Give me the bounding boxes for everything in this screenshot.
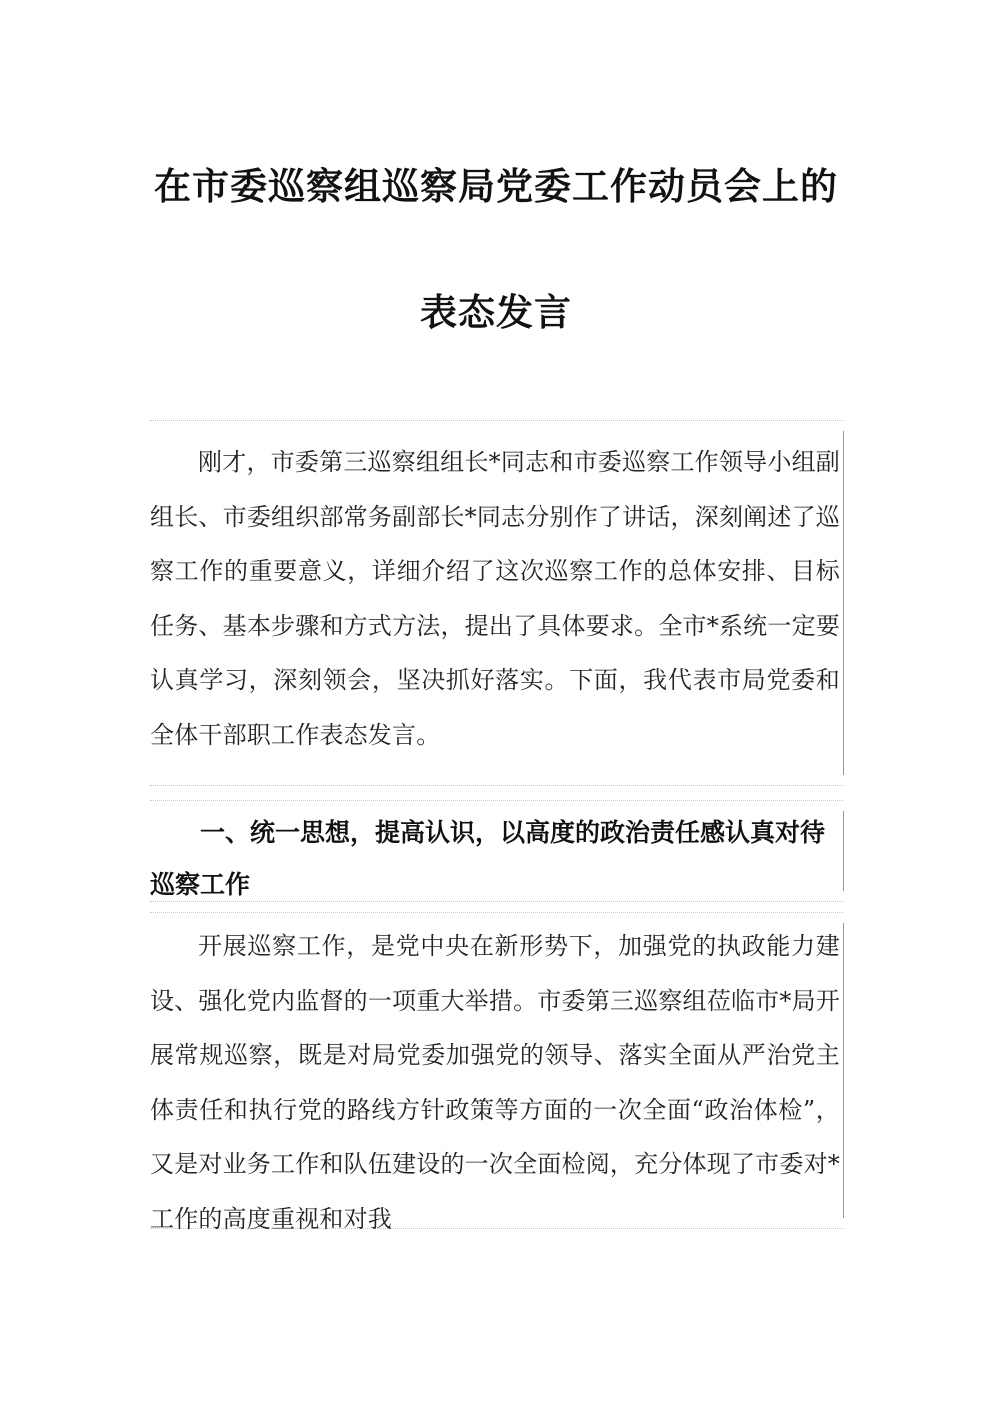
document-title-line1: 在市委巡察组巡察局党委工作动员会上的 (154, 164, 838, 208)
document-title-line2: 表态发言 (420, 290, 572, 334)
intro-paragraph: 刚才，市委第三巡察组组长*同志和市委巡察工作领导小组副组长、市委组织部常务副部长*同志分别作了讲话，深刻阐述了巡察工作的重要意义，详细介绍了这次巡察工作的总体安排、目标任务、基本步骤和方式方法，提出了具体要求。全市*系统一定要认真学习，深刻领会，坚决抓好落实。下面，我代表市局党委和全体干部职工作表态发言。 (150, 448, 840, 749)
section1-body (150, 912, 844, 1233)
section1-paragraph: 开展巡察工作，是党中央在新形势下，加强党的执政能力建设、强化党内监督的一项重大举措。市委第三巡察组莅临市*局开展常规巡察，既是对局党委加强党的领导、落实全面从严治党主体责任和执行党的路线方针政策等方面的一次全面“政治体检”，又是对业务工作和队伍建设的一次全面检阅，充分体现了市委对*工作的高度重视和对我 (150, 932, 840, 1233)
intro-section (150, 420, 844, 786)
section1-heading-block (150, 800, 844, 902)
section1-heading: 一、统一思想，提高认识，以高度的政治责任感认真对待巡察工作 (150, 818, 826, 899)
